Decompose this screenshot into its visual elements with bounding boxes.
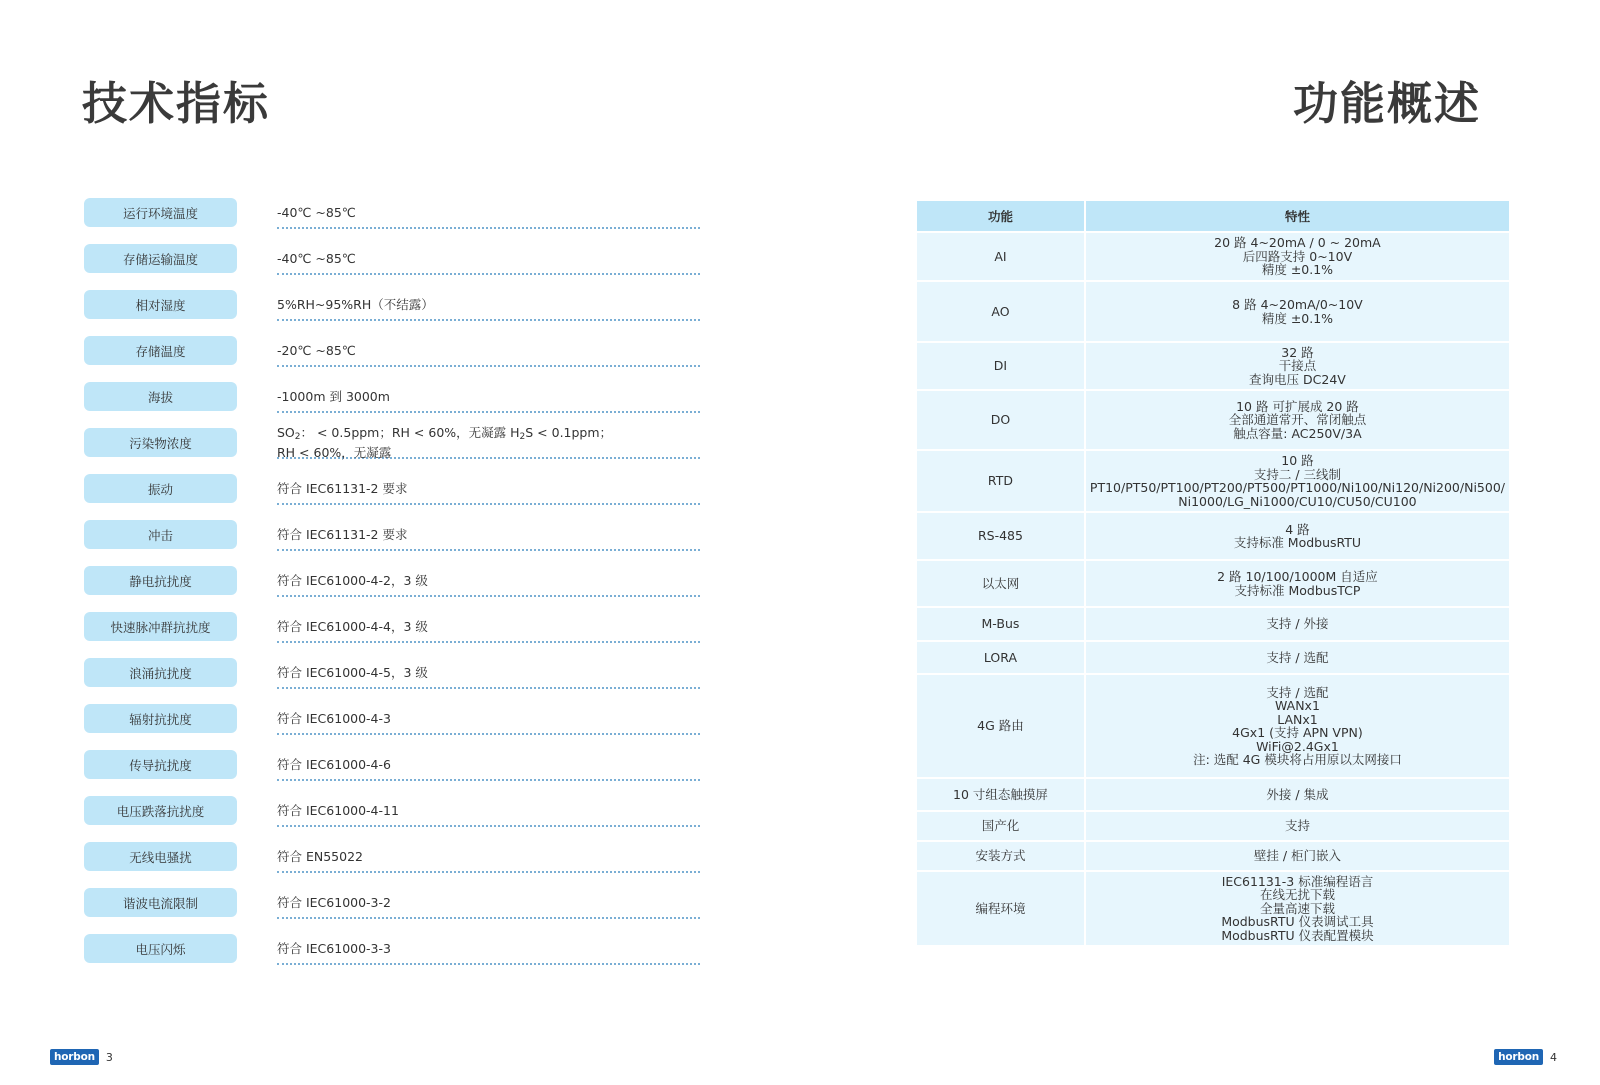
feature-line: 全部通道常开、常闭触点 [1228,412,1367,428]
function-feature [1085,674,1510,778]
spec-label: 谐波电流限制 [84,888,237,917]
function-row [916,560,1510,607]
spec-value [277,611,700,643]
feature-line: 支持 [1284,818,1310,834]
feature-line: ModbusRTU 仪表调试工具 [1221,914,1374,930]
feature-line: 查询电压 DC24V [1249,371,1346,387]
spec-row [84,887,704,933]
function-row [916,674,1510,778]
feature-line: LANx1 [1277,711,1318,727]
function-row [916,450,1510,512]
feature-line: 外接 / 集成 [1266,786,1329,802]
spec-value [277,657,700,689]
spec-value-line: 符合 IEC61000-4-4，3 级 [277,618,428,634]
feature-line: 支持二 / 三线制 [1253,466,1342,482]
function-table [915,199,1511,947]
feature-line: WiFi@2.4Gx1 [1256,738,1339,754]
spec-label: 污染物浓度 [84,428,237,457]
spec-value-line: 符合 IEC61131-2 要求 [277,526,408,542]
spec-value [277,424,700,460]
spec-value [277,841,700,873]
column-header-function: 功能 [916,200,1085,232]
function-row [916,778,1510,811]
function-row [916,512,1510,560]
spec-row [84,289,704,335]
footer-right [1494,1049,1557,1065]
spec-value-line: -40℃ ~85℃ [277,204,356,220]
spec-row [84,335,704,381]
feature-line: 触点容量: AC250V/3A [1233,425,1362,441]
spec-row [84,381,704,427]
function-feature [1085,560,1510,607]
column-header-feature: 特性 [1085,200,1510,232]
function-name: 编程环境 [916,871,1085,946]
function-name: AI [916,232,1085,281]
spec-value-line: 符合 EN55022 [277,848,363,864]
text-segment: ： < 0.5ppm；RH < 60%，无凝露 H [300,424,520,440]
function-row [916,871,1510,946]
function-row [916,342,1510,390]
spec-value-line: 符合 IEC61000-4-3 [277,710,391,726]
subscript: 2 [294,431,301,442]
function-row [916,232,1510,281]
page-title-right: 功能概述 [1292,77,1481,130]
spec-label: 传导抗扰度 [84,750,237,779]
function-name: M-Bus [916,607,1085,641]
function-feature [1085,778,1510,811]
function-name: 国产化 [916,811,1085,841]
function-name: 4G 路由 [916,674,1085,778]
function-feature [1085,811,1510,841]
spec-value [277,565,700,597]
spec-row [84,657,704,703]
spec-value [277,381,700,413]
spec-value-line: 符合 IEC61000-4-5，3 级 [277,664,428,680]
function-feature [1085,641,1510,674]
feature-line: IEC61131-3 标准编程语言 [1221,873,1374,889]
feature-line: 20 路 4~20mA / 0 ~ 20mA [1214,235,1381,251]
feature-line: 4Gx1 (支持 APN VPN) [1232,725,1363,740]
spec-value [277,795,700,827]
spec-label: 存储温度 [84,336,237,365]
function-name: DI [916,342,1085,390]
function-name: DO [916,390,1085,450]
spec-label: 海拔 [84,382,237,411]
spec-value-line: -20℃ ~85℃ [277,342,356,358]
feature-line: 支持 / 选配 [1266,649,1329,665]
function-name: 10 寸组态触摸屏 [916,778,1085,811]
spec-label: 快速脉冲群抗扰度 [84,612,237,641]
page-number: 4 [1550,1050,1557,1064]
feature-line: 支持标准 ModbusTCP [1234,582,1361,598]
feature-line: 支持 / 外接 [1266,616,1329,632]
spec-value [277,243,700,275]
function-feature [1085,607,1510,641]
spec-list [84,197,704,979]
function-feature [1085,232,1510,281]
spec-label: 运行环境温度 [84,198,237,227]
spec-row [84,611,704,657]
function-feature [1085,342,1510,390]
feature-line: 支持标准 ModbusRTU [1233,535,1362,550]
spec-row [84,565,704,611]
spec-value-line: RH < 60%，无凝露 [277,444,392,460]
spec-label: 振动 [84,474,237,503]
spec-value-line [277,425,700,445]
feature-line: 8 路 4~20mA/0~10V [1232,297,1363,312]
feature-line: 2 路 10/100/1000M 自适应 [1217,569,1378,584]
spec-label: 存储运输温度 [84,244,237,273]
spec-label: 电压闪烁 [84,934,237,963]
feature-line: 10 路 可扩展成 20 路 [1236,398,1359,414]
subscript: 2 [519,431,526,442]
feature-line: 全量高速下载 [1259,900,1335,916]
spec-label: 辐射抗扰度 [84,704,237,733]
spec-value [277,933,700,965]
spec-row [84,243,704,289]
spec-value [277,473,700,505]
feature-line: 32 路 [1281,344,1314,360]
spec-label: 无线电骚扰 [84,842,237,871]
function-name: AO [916,281,1085,342]
function-name: LORA [916,641,1085,674]
spec-row [84,795,704,841]
spec-value [277,887,700,919]
function-row [916,281,1510,342]
function-table-header-row [916,200,1510,232]
feature-line: 4 路 [1285,521,1310,537]
spec-value-line: 5%RH~95%RH（不结露） [277,296,434,312]
feature-line: Ni1000/LG_Ni1000/CU10/CU50/CU100 [1178,493,1417,509]
spec-value-line: 符合 IEC61000-4-6 [277,756,391,772]
brand-logo: horbon [50,1049,99,1065]
spec-value-line: 符合 IEC61000-3-3 [277,940,391,956]
function-feature [1085,390,1510,450]
spec-row [84,703,704,749]
feature-line: 精度 ±0.1% [1261,310,1334,326]
function-name: 安装方式 [916,841,1085,871]
function-row [916,607,1510,641]
function-row [916,811,1510,841]
spec-row [84,933,704,979]
spec-label: 浪涌抗扰度 [84,658,237,687]
text-segment: S < 0.1ppm； [525,424,613,440]
function-table-body [916,232,1510,946]
brand-logo: horbon [1494,1049,1543,1065]
function-name: RS-485 [916,512,1085,560]
function-feature [1085,841,1510,871]
feature-line: PT10/PT50/PT100/PT200/PT500/PT1000/Ni100/Ni120/Ni200/Ni500/ [1089,480,1505,495]
spec-value [277,703,700,735]
function-row [916,390,1510,450]
spec-row [84,473,704,519]
spec-value [277,335,700,367]
spec-row [84,841,704,887]
function-name: RTD [916,450,1085,512]
function-feature [1085,512,1510,560]
page-title-left: 技术指标 [82,77,271,130]
spec-label: 电压跌落抗扰度 [84,796,237,825]
spec-value [277,289,700,321]
spec-value-line: 符合 IEC61131-2 要求 [277,480,408,496]
spec-row [84,197,704,243]
spec-value-line: -40℃ ~85℃ [277,250,356,266]
feature-line: WANx1 [1274,698,1320,713]
function-row [916,841,1510,871]
spec-value-line: -1000m 到 3000m [277,388,390,404]
footer-left [50,1049,113,1065]
spec-value-line: 符合 IEC61000-4-11 [277,802,399,818]
spec-label: 相对湿度 [84,290,237,319]
function-feature [1085,871,1510,946]
spec-value [277,749,700,781]
spec-row [84,424,704,473]
spec-row [84,519,704,565]
spec-value [277,519,700,551]
spec-value [277,197,700,229]
feature-line: 注: 选配 4G 模块将占用原以太网接口 [1193,752,1402,767]
feature-line: 精度 ±0.1% [1261,262,1334,278]
spec-row [84,749,704,795]
spec-label: 冲击 [84,520,237,549]
feature-line: 壁挂 / 柜门嵌入 [1253,848,1342,864]
function-name: 以太网 [916,560,1085,607]
feature-line: 干接点 [1278,358,1317,374]
function-row [916,641,1510,674]
feature-line: ModbusRTU 仪表配置模块 [1221,927,1374,943]
feature-line: 10 路 [1281,453,1314,468]
spec-value-line: 符合 IEC61000-4-2，3 级 [277,572,428,588]
page-number: 3 [105,1050,113,1064]
function-feature [1085,450,1510,512]
function-feature [1085,281,1510,342]
spec-label: 静电抗扰度 [84,566,237,595]
feature-line: 后四路支持 0~10V [1242,248,1353,264]
spec-value-line: 符合 IEC61000-3-2 [277,894,391,910]
text-segment: SO [277,424,295,440]
feature-line: 在线无扰下载 [1259,887,1335,903]
feature-line: 支持 / 选配 [1266,684,1329,700]
